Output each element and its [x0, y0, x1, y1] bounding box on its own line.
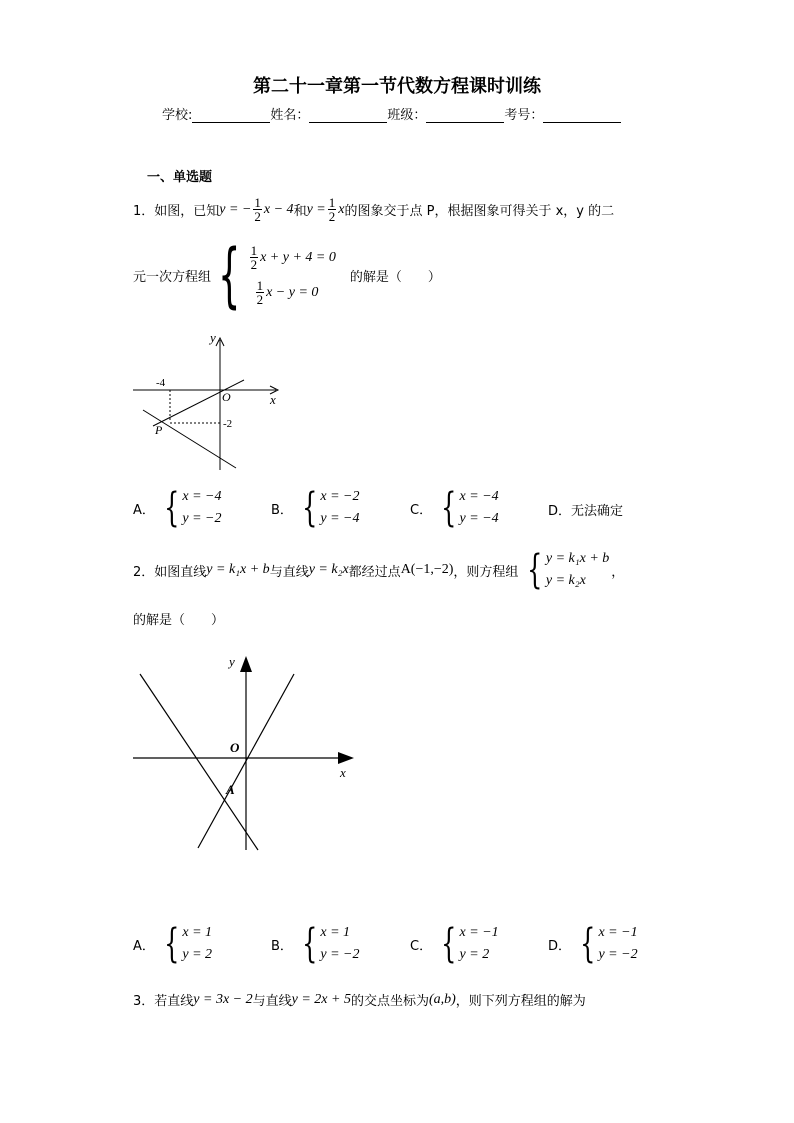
- option-label: A．: [133, 938, 155, 954]
- option-row2: y = −2: [598, 947, 638, 962]
- option-label: C．: [410, 938, 433, 954]
- sys-frac: [250, 244, 259, 271]
- q2-eq2: y = k₂x: [308, 562, 349, 577]
- y-label: y: [210, 330, 216, 345]
- option-row2: y = 2: [182, 947, 213, 962]
- system-brace: {: [527, 547, 543, 593]
- q2-number: 2．如图直线: [133, 564, 207, 580]
- x-axis-arrow: [338, 752, 354, 764]
- frac-den: 2: [254, 209, 261, 224]
- q1-text-after: 的图象交于点 P，根据图象可得关于 x，y 的二: [344, 204, 615, 219]
- frac-den: 2: [256, 292, 264, 307]
- x-label: x: [340, 765, 346, 780]
- q2-mid2: 都经过点: [348, 564, 401, 580]
- q1-graph: [128, 330, 288, 475]
- q2-point: A(−1,−2): [400, 562, 454, 577]
- q2-post: ，: [611, 564, 625, 580]
- class-blank[interactable]: [426, 109, 504, 123]
- option-system: [436, 486, 499, 530]
- school-label: 学校:: [162, 108, 193, 123]
- option-row2: y = −4: [320, 511, 360, 526]
- question-2-stem: [133, 548, 624, 592]
- question-1-stem: [133, 196, 614, 223]
- question-3-stem: [133, 990, 586, 1009]
- y-axis-arrow: [240, 656, 252, 672]
- origin-label: O: [230, 740, 240, 755]
- option-system: [297, 922, 360, 966]
- option-brace: {: [163, 485, 180, 531]
- q3-eq1: y = 3x − 2: [193, 991, 253, 1007]
- q1-eq2-frac: [328, 196, 337, 223]
- tick-x-label: -4: [156, 377, 166, 389]
- frac-num: 1: [256, 278, 264, 293]
- q2-graph: [128, 650, 358, 855]
- option-brace: {: [302, 921, 318, 967]
- q1-line2-post: 的解是（ ）: [349, 269, 441, 285]
- option-system: [297, 486, 360, 530]
- q2-sys-row2: y = k₂x: [545, 573, 586, 588]
- section-heading: 一、单选题: [147, 170, 213, 185]
- q2-option-d[interactable]: [548, 922, 638, 966]
- student-info-line: [162, 104, 621, 123]
- point-a-label: A: [226, 782, 235, 797]
- option-system: [575, 922, 638, 966]
- frac-num: 1: [254, 195, 261, 210]
- frac-num: 1: [328, 195, 336, 210]
- option-system: [436, 922, 499, 966]
- option-label: A．: [133, 502, 155, 518]
- option-row1: x = −4: [182, 489, 222, 504]
- option-text: 无法确定: [571, 504, 624, 519]
- name-blank[interactable]: [309, 109, 387, 123]
- q3-coord: (a,b): [428, 991, 456, 1007]
- q2-option-c[interactable]: [410, 922, 499, 966]
- x-label: x: [270, 392, 276, 407]
- option-row2: y = 2: [459, 947, 490, 962]
- q2-line2: 的解是（ ）: [133, 613, 225, 628]
- question-1-system-line: [133, 234, 441, 316]
- q1-option-b[interactable]: [271, 486, 359, 530]
- q3-pre: 3．若直线: [133, 994, 194, 1009]
- q1-eq1-frac: [253, 196, 262, 223]
- q2-system: [522, 548, 609, 592]
- option-row1: x = −2: [320, 489, 360, 504]
- tick-y-label: -2: [223, 418, 233, 430]
- option-row1: x = −1: [598, 925, 638, 940]
- q1-option-c[interactable]: [410, 486, 499, 530]
- option-row1: x = −4: [459, 489, 499, 504]
- q2-sys-row1: y = k₁x + b: [545, 551, 610, 566]
- option-label: B．: [271, 938, 293, 954]
- option-brace: {: [441, 921, 457, 967]
- option-brace: {: [580, 921, 596, 967]
- q3-mid: 与直线: [252, 994, 292, 1009]
- option-row2: y = −2: [182, 511, 222, 526]
- q2-eq1: y = k₁x + b: [206, 562, 270, 577]
- option-label: D．: [548, 938, 572, 954]
- option-brace: {: [302, 485, 318, 531]
- q3-mid2: 的交点坐标为: [350, 994, 429, 1009]
- q2-mid: 与直线: [269, 564, 309, 580]
- q1-eq2-rhs: x: [338, 201, 345, 217]
- page-title: 第二十一章第一节代数方程课时训练: [253, 76, 541, 97]
- q3-eq2: y = 2x + 5: [291, 991, 351, 1007]
- q1-eq1-rhs: x − 4: [263, 201, 294, 217]
- q1-line2-pre: 元一次方程组: [133, 269, 212, 285]
- option-brace: {: [163, 921, 180, 967]
- line-k1x-plus-b: [140, 674, 258, 850]
- point-p-label: P: [155, 423, 163, 437]
- name-label: 姓名：: [270, 108, 310, 123]
- option-label: C．: [410, 502, 433, 518]
- y-label: y: [229, 654, 235, 669]
- q1-eq2-lhs: y =: [306, 201, 326, 217]
- frac-den: 2: [328, 209, 336, 224]
- q1-and: 和: [293, 204, 307, 219]
- exam-number-blank[interactable]: [543, 109, 621, 123]
- option-row2: y = −2: [320, 947, 360, 962]
- q1-option-a[interactable]: [133, 486, 221, 530]
- exam-label: 考号：: [504, 108, 544, 123]
- school-blank[interactable]: [192, 109, 270, 123]
- frac-den: 2: [250, 257, 258, 272]
- q1-sys-row1: x + y + 4 = 0: [260, 249, 336, 265]
- class-label: 班级：: [387, 108, 427, 123]
- q2-mid3: ，则方程组: [453, 564, 519, 580]
- option-system: [159, 486, 222, 530]
- origin-label: O: [222, 390, 231, 404]
- system-brace: {: [218, 234, 241, 316]
- q3-post: ，则下列方程组的解为: [455, 994, 586, 1009]
- option-row1: x = 1: [320, 925, 351, 940]
- option-label: D．: [548, 504, 572, 519]
- sys-frac: [256, 279, 265, 306]
- q1-equation-system: [211, 234, 336, 316]
- frac-num: 1: [250, 243, 258, 258]
- q1-eq1-lhs: y = −: [219, 201, 252, 217]
- q2-option-b[interactable]: [271, 922, 359, 966]
- q2-option-a[interactable]: [133, 922, 212, 966]
- q1-sys-row2: x − y = 0: [266, 284, 319, 300]
- option-row2: y = −4: [459, 511, 499, 526]
- q1-option-d[interactable]: [548, 500, 623, 519]
- option-label: B．: [271, 502, 293, 518]
- option-row1: x = −1: [459, 925, 499, 940]
- option-brace: {: [441, 485, 457, 531]
- option-row1: x = 1: [182, 925, 213, 940]
- q1-number: 1．如图，已知: [133, 204, 220, 219]
- option-system: [159, 922, 212, 966]
